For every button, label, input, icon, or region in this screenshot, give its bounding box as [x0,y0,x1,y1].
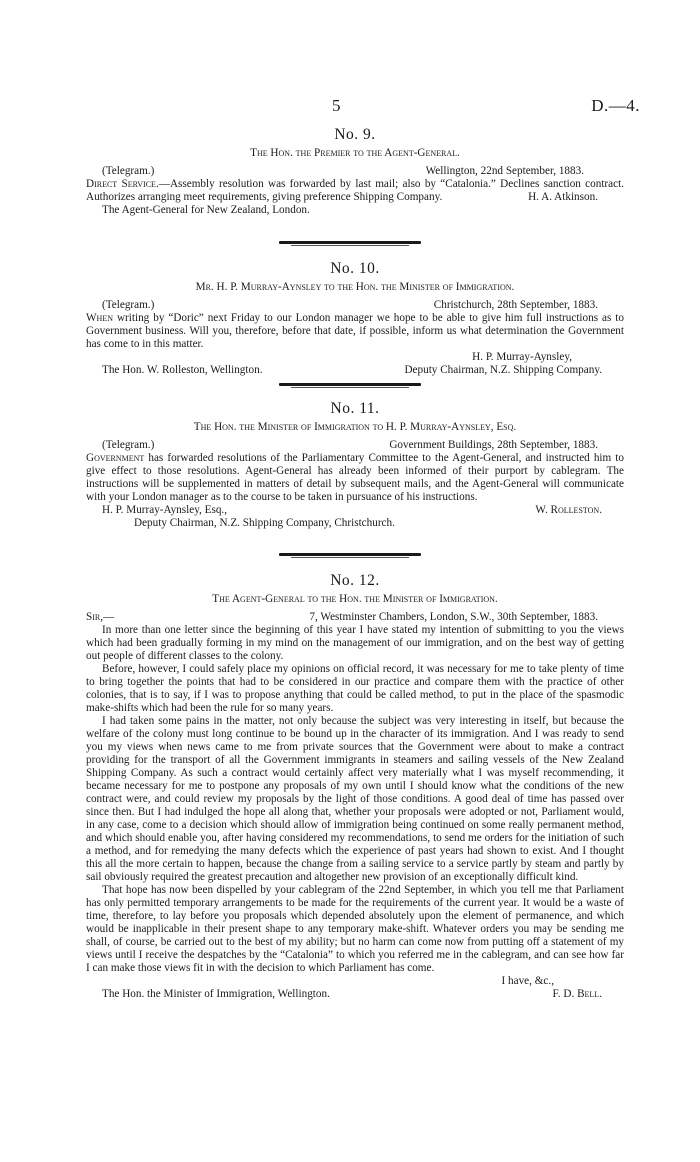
section-no-10 [86,262,624,377]
place-date: Christchurch, 28th September, 1883. [433,299,598,311]
telegram-label: (Telegram.) [102,439,155,451]
section-number: No. 10. [330,260,380,277]
salutation: Sir,— [86,611,115,623]
section-number: No. 11. [330,400,380,417]
section-no-11 [86,402,624,530]
telegram-label: (Telegram.) [102,299,155,311]
message-text: —Assembly resolution was forwarded by last mail; also by “Catalonia.” Declines sanction contract. Authorizes arranging meet requirements, giving preference Shipping Company. [86,178,624,203]
telegram-line [86,299,624,312]
signature: H. P. Murray-Aynsley, [472,351,572,363]
place-date: Wellington, 22nd September, 1883. [425,165,584,177]
place-date: Government Buildings, 28th September, 1883. [389,439,598,451]
section-divider [279,383,421,386]
section-divider [279,241,421,244]
message-lead: When [86,312,114,324]
message-text: has forwarded resolutions of the Parliamentary Committee to the Agent-General, and instructed him to give effect to those resolutions. Agent-General has already been informed of their purport by cablegram. The instructions will be supplemented in matters of detail by subsequent mails, and the Agent-General will communicate with your London manager as to the course to be taken in pursuance of his instructions. [86,452,624,503]
message-body [86,452,624,504]
addressee-line [86,988,624,1001]
document-reference: D.—4. [591,96,640,115]
section-number: No. 12. [330,572,380,589]
signature: W. Rolleston. [535,504,602,516]
section-no-12 [86,574,624,1001]
addressee: The Hon. the Minister of Immigration, Wellington. [102,988,330,1000]
letter-header [86,611,624,624]
section-heading: The Hon. the Minister of Immigration to H. P. Murray-Aynsley, Esq. [193,421,517,433]
message-text: writing by “Doric” next Friday to our London manager we hope to be able to give him full instructions as to Government business. Will you, therefore, before that date, if possible, inform us what determination the Government has come to in this matter. [86,312,624,350]
addressee-line [86,364,624,377]
addressee: H. P. Murray-Aynsley, Esq., [102,504,228,516]
letter-paragraph: I had taken some pains in the matter, not only because the subject was very interesting in itself, but because the welfare of the colony must long continue to be bound up in the character of its immigration. And I was ready to send you my views when news came to me from private sources that the Government were about to make a contract providing for the transport of all the Government immigrants in steamers and sailing vessels of the New Zealand Shipping Company. As such a contract would certainly affect very materially what I was myself recommending, it became necessary for me to postpone any proposals of my own until I should know what the conditions of the new contract were, and could review my proposals by the light of those conditions. A good deal of time has passed over since then. But I had indulged the hope all along that, whether your proposals were adopted or not, Parliament would, in any case, come to a decision which should allow of immigration being continued on some really permanent method, and which should enable you, after having considered my recommendations, to send me orders for the initiation of such a method, and for remedying the many defects which the experience of past years had shown to exist. And I thought this all the more certain to happen, because the change from a sailing service to a service partly by steam and partly by sail obviously required the greatest precaution and altogether new provision of an exceptionally difficult kind. [86,715,624,883]
signatory-title: Deputy Chairman, N.Z. Shipping Company. [404,364,602,376]
telegram-label: (Telegram.) [102,165,155,177]
section-number: No. 9. [334,126,376,143]
addressee-detail: Deputy Chairman, N.Z. Shipping Company, Christchurch. [134,517,395,529]
letter-paragraph: Before, however, I could safely place my opinions on official record, it was necessary for me to take plenty of time to bring together the points that had to be considered in our practice and compare them with the practice of other colonies, that is to say, if I was to propose anything that could be called method, to put in the place of the spasmodic make-shifts which had been the rule for so many years. [86,663,624,714]
section-heading: Mr. H. P. Murray-Aynsley to the Hon. the Minister of Immigration. [195,281,515,293]
closing: I have, &c., [501,975,554,987]
section-no-9 [86,128,624,217]
signature: F. D. Bell. [552,988,602,1000]
letter-paragraph: That hope has now been dispelled by your cablegram of the 22nd September, in which you tell me that Parliament has only permitted temporary arrangements to be made for the requirements of the current year. It would be a waste of time, therefore, to lay before you proposals which depended absolutely upon the element of permanence, and which would be inapplicable in their present shape to any temporary make-shift. Whatever orders you may be sending me shall, of course, be carried out to the best of my ability; but no harm can come now from putting off a statement of my views until I receive the despatches by the “Catalonia” to which you referred me in the cablegram, and can see how far I can make those views fit in with the decision to which Parliament has come. [86,884,624,974]
section-heading: The Hon. the Premier to the Agent-General. [250,147,460,159]
message-lead: Government [86,452,145,464]
telegram-line [86,165,624,178]
addressee: The Hon. W. Rolleston, Wellington. [102,364,263,376]
signature: H. A. Atkinson. [528,191,598,203]
place-date: 7, Westminster Chambers, London, S.W., 30th September, 1883. [309,611,598,623]
message-body [86,312,624,351]
addressee: The Agent-General for New Zealand, London. [102,204,310,216]
page-number: 5 [332,96,341,115]
section-divider [279,553,421,556]
addressee-line [86,504,624,517]
letter-paragraph: In more than one letter since the beginning of this year I have stated my intention of submitting to you the views which had been gradually forming in my mind on the management of our immigration, and on the best way of getting out people of different classes to the colony. [86,624,624,662]
section-heading: The Agent-General to the Hon. the Minister of Immigration. [212,593,498,605]
telegram-line [86,439,624,452]
message-lead: Direct Service. [86,178,159,190]
